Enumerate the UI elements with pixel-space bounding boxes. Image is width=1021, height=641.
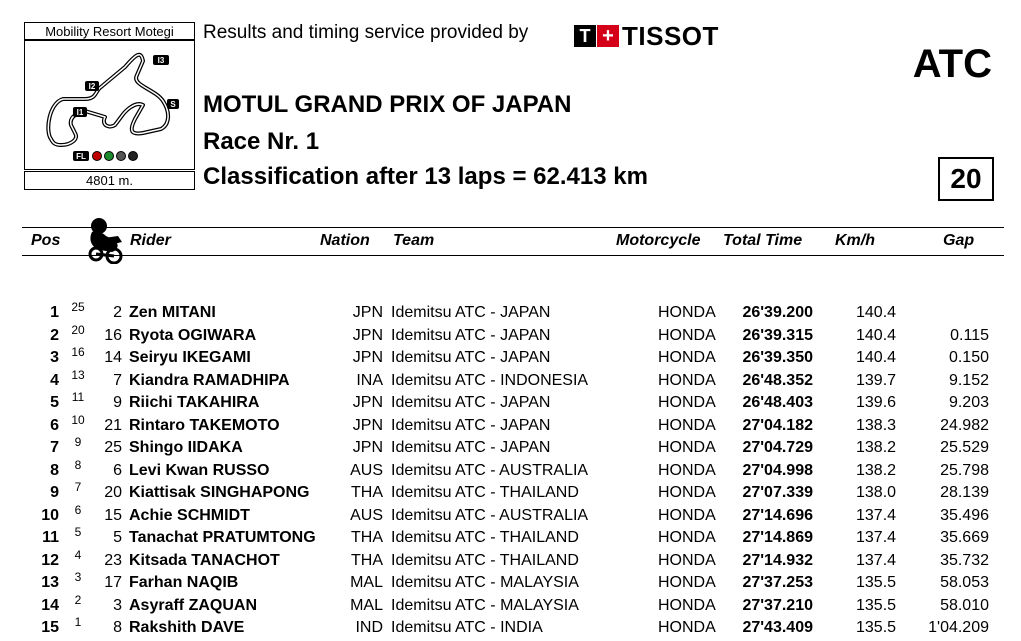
gap: 9.152 [948,371,989,389]
header-top-rule [22,227,1004,228]
gap: 0.150 [948,349,989,366]
motorcycle: HONDA [658,326,716,344]
motorcycle: HONDA [658,506,716,524]
team: Idemitsu ATC - MALAYSIA [391,596,579,614]
col-header-total-time: Total Time [723,232,803,249]
team: Idemitsu ATC - JAPAN [391,326,551,344]
motorcycle: HONDA [658,416,716,434]
speed-kmh: 137.4 [856,506,897,524]
total-time: 26'39.315 [742,326,813,344]
points: 4 [74,547,82,562]
motorcycle: HONDA [658,439,716,456]
nation: INA [356,371,383,389]
nation: JPN [352,349,383,366]
nation: JPN [352,439,383,456]
total-time: 27'14.869 [742,529,813,546]
speed-kmh: 139.6 [856,394,897,411]
rider-name: Rakshith DAVE [129,619,245,636]
rider-name: Shingo IIDAKA [129,439,243,456]
team: Idemitsu ATC - JAPAN [391,439,551,456]
team: Idemitsu ATC - JAPAN [391,416,551,434]
motorcycle: HONDA [658,574,716,591]
table-row [0,615,1021,641]
team: Idemitsu ATC - AUSTRALIA [391,506,589,524]
team: Idemitsu ATC - AUSTRALIA [391,461,589,479]
nation: THA [351,529,383,546]
rider-number: 23 [104,551,122,569]
motorcycle: HONDA [658,349,716,366]
points: 20 [71,322,85,337]
points: 3 [74,570,82,584]
speed-kmh: 138.3 [856,416,897,434]
motorcycle: HONDA [658,551,716,569]
map-label-i2: I2 [88,82,96,91]
team: Idemitsu ATC - JAPAN [391,304,551,321]
points: 11 [71,390,85,404]
rider-number: 25 [104,439,122,456]
position: 4 [50,371,59,389]
motorcycle: HONDA [658,529,716,546]
rider-number: 6 [113,461,122,479]
tissot-logo [574,21,719,51]
table-row [0,390,1021,416]
points: 7 [74,480,82,494]
total-time: 27'37.210 [742,596,813,614]
map-label-i3: I3 [157,56,165,65]
speed-kmh: 137.4 [856,529,897,546]
speed-kmh: 139.7 [856,371,897,389]
gap: 58.053 [940,574,989,591]
rider-number: 21 [104,416,122,434]
position: 15 [41,619,59,636]
gap: 25.798 [940,461,989,479]
gap: 9.203 [948,394,989,411]
position: 6 [50,416,59,434]
swiss-cross-icon: + [597,25,619,47]
position: 5 [50,394,59,411]
points: 6 [74,502,82,517]
speed-kmh: 140.4 [856,349,897,366]
gap: 35.496 [940,506,989,524]
rider-name: Riichi TAKAHIRA [129,394,260,411]
points: 2 [74,592,82,607]
map-label-fl: FL [76,152,86,161]
total-time: 27'14.696 [742,506,813,524]
track-map-icon [25,41,194,169]
class-code: ATC [912,42,992,86]
table-row [0,592,1021,619]
rider-number: 9 [113,394,122,411]
table-row [0,345,1021,371]
rider-number: 15 [104,506,122,524]
points: 1 [74,615,82,629]
gap: 58.010 [940,596,989,614]
gap: 35.732 [940,551,989,569]
points: 9 [74,435,82,449]
table-row [0,502,1021,529]
position: 3 [50,349,59,366]
motorcycle: HONDA [658,461,716,479]
nation: JPN [352,304,383,321]
points: 13 [71,367,85,382]
total-time: 27'04.182 [742,416,813,434]
col-header-motorcycle: Motorcycle [616,232,701,249]
gap: 24.982 [940,416,989,434]
col-header-rider: Rider [130,232,171,249]
rider-name: Kiandra RAMADHIPA [129,371,290,389]
nation: AUS [350,461,383,479]
rider-name: Levi Kwan RUSSO [129,461,270,479]
total-time: 27'14.932 [742,551,813,569]
position: 13 [41,574,59,591]
rider-name: Farhan NAQIB [129,574,239,591]
rider-number: 2 [113,304,122,321]
total-time: 26'48.352 [742,371,813,389]
nation: JPN [352,326,383,344]
points: 10 [71,412,85,427]
motorcycle: HONDA [658,619,716,636]
team: Idemitsu ATC - THAILAND [391,529,579,546]
position: 11 [42,529,59,546]
team: Idemitsu ATC - JAPAN [391,394,551,411]
nation: THA [351,484,383,501]
rider-number: 8 [113,619,122,636]
rider-number: 3 [113,596,122,614]
col-header-kmh: Km/h [835,232,875,249]
total-time: 27'07.339 [742,484,813,501]
rider-name: Kiattisak SINGHAPONG [129,484,310,501]
page-number: 20 [938,157,994,201]
rider-name: Kitsada TANACHOT [129,551,280,569]
rider-name: Rintaro TAKEMOTO [129,416,280,434]
nation: JPN [352,394,383,411]
position: 12 [41,551,59,569]
race-number: Race Nr. 1 [203,128,320,155]
position: 7 [50,439,59,456]
map-label-i1: I1 [76,108,84,117]
speed-kmh: 140.4 [856,326,897,344]
rider-number: 5 [113,529,122,546]
nation: MAL [350,596,383,614]
table-row [0,412,1021,439]
total-time: 26'39.350 [742,349,813,366]
speed-kmh: 138.2 [856,461,897,479]
table-row [0,367,1021,394]
speed-kmh: 138.2 [856,439,897,456]
position: 9 [50,484,59,501]
total-time: 26'48.403 [742,394,813,411]
classification-title: Classification after 13 laps = 62.413 km [203,163,648,190]
rider-number: 20 [104,484,122,501]
event-title: MOTUL GRAND PRIX OF JAPAN [203,91,572,118]
rider-number: 14 [104,349,122,366]
table-row [0,435,1021,461]
nation: THA [351,551,383,569]
col-header-team: Team [393,232,435,249]
nation: IND [355,619,383,636]
tissot-t-box: T [574,25,596,47]
col-header-nation: Nation [320,232,370,249]
team: Idemitsu ATC - JAPAN [391,349,551,366]
total-time: 27'04.729 [742,439,813,456]
circuit-map [24,40,195,170]
table-row [0,547,1021,574]
points: 5 [74,525,82,539]
motorcycle: HONDA [658,596,716,614]
speed-kmh: 138.0 [856,484,897,501]
position: 10 [41,506,59,524]
rider-name: Zen MITANI [129,304,216,321]
rider-number: 16 [104,326,122,344]
speed-kmh: 135.5 [856,574,897,591]
speed-kmh: 140.4 [856,304,897,321]
team: Idemitsu ATC - INDIA [391,619,543,636]
motorcycle: HONDA [658,371,716,389]
rider-name: Tanachat PRATUMTONG [129,529,316,546]
team: Idemitsu ATC - THAILAND [391,551,579,569]
total-time: 26'39.200 [742,304,813,321]
table-row [0,322,1021,349]
nation: AUS [350,506,383,524]
table-row [0,480,1021,506]
circuit-length: 4801 m. [24,171,195,190]
speed-kmh: 137.4 [856,551,897,569]
table-row [0,525,1021,551]
position: 8 [50,461,59,479]
rider-number: 17 [104,574,122,591]
table-row [0,300,1021,326]
motorcycle-rider-icon [84,214,128,269]
speed-kmh: 135.5 [856,596,897,614]
rider-name: Seiryu IKEGAMI [129,349,251,366]
gap: 28.139 [940,484,989,501]
tissot-wordmark: TISSOT [622,21,719,51]
motorcycle: HONDA [658,394,716,411]
gap: 35.669 [940,529,989,546]
gap: 0.115 [950,326,989,344]
team: Idemitsu ATC - THAILAND [391,484,579,501]
team: Idemitsu ATC - MALAYSIA [391,574,579,591]
points: 25 [71,300,85,314]
position: 14 [41,596,59,614]
nation: JPN [352,416,383,434]
gap: 25.529 [940,439,989,456]
team: Idemitsu ATC - INDONESIA [391,371,589,389]
rider-name: Achie SCHMIDT [129,506,250,524]
total-time: 27'04.998 [742,461,813,479]
total-time: 27'43.409 [742,619,813,636]
circuit-name: Mobility Resort Motegi [24,22,195,40]
position: 2 [50,326,59,344]
map-label-s: S [170,100,176,109]
col-header-pos: Pos [31,232,61,249]
nation: MAL [350,574,383,591]
points: 16 [71,345,85,359]
table-row [0,457,1021,484]
rider-name: Asyraff ZAQUAN [129,596,258,614]
gap: 1'04.209 [928,619,989,636]
rider-name: Ryota OGIWARA [129,326,257,344]
position: 1 [50,304,59,321]
points: 8 [74,457,82,472]
speed-kmh: 135.5 [856,619,897,636]
table-row [0,570,1021,596]
header-bottom-rule [22,255,1004,256]
timing-service-text: Results and timing service provided by [203,22,529,43]
total-time: 27'37.253 [742,574,813,591]
col-header-gap: Gap [943,232,975,249]
rider-number: 7 [113,371,122,389]
motorcycle: HONDA [658,304,716,321]
motorcycle: HONDA [658,484,716,501]
